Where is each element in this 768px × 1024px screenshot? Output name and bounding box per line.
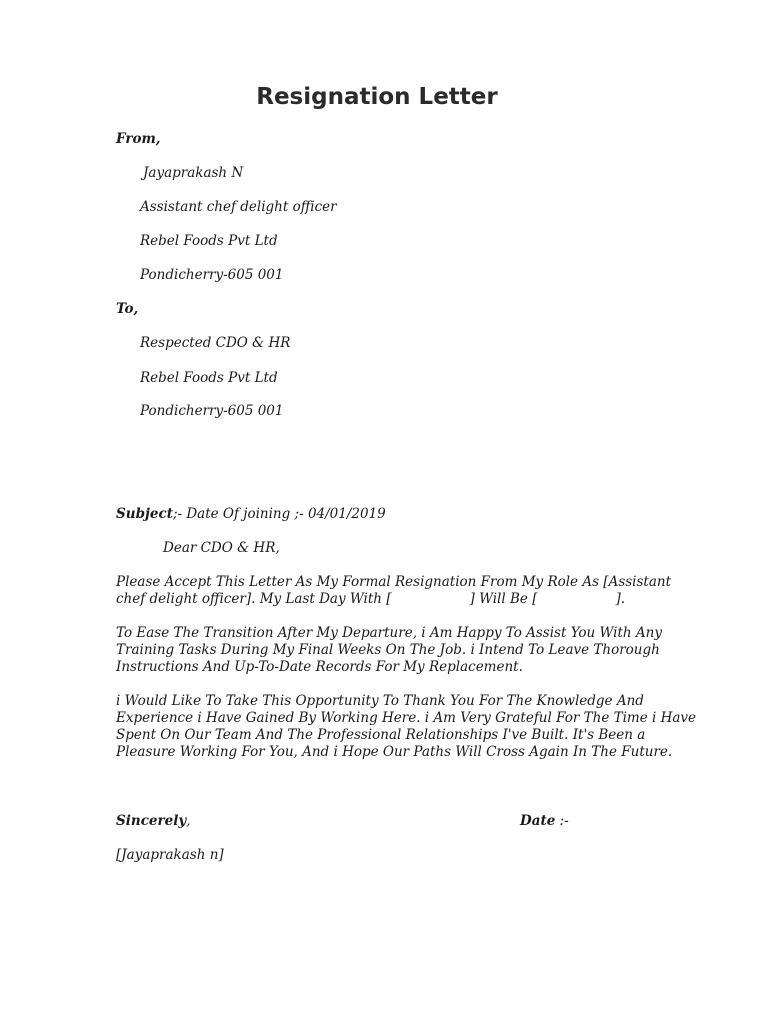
to-label: To, [116, 301, 139, 317]
salutation: Dear CDO & HR, [163, 540, 280, 556]
paragraph1-line2-c: ]. [615, 591, 626, 607]
paragraph3-line3: Spent On Our Team And The Professional Relationships I've Built. It's Been a [116, 727, 646, 743]
paragraph1-line2-b: ] Will Be [ [469, 591, 538, 607]
to-city: Pondicherry-605 001 [140, 403, 284, 419]
paragraph3-line2: Experience i Have Gained By Working Here. i Am Very Grateful For The Time i Have [116, 710, 697, 726]
to-company: Rebel Foods Pvt Ltd [140, 370, 278, 386]
from-designation: Assistant chef delight officer [140, 199, 337, 215]
paragraph1-line2-a: chef delight officer]. My Last Day With [ [116, 591, 392, 607]
date-suffix: :- [555, 813, 569, 829]
to-recipient: Respected CDO & HR [140, 335, 291, 351]
paragraph2-line3: Instructions And Up-To-Date Records For My Replacement. [116, 659, 523, 675]
paragraph2-line2: Training Tasks During My Final Weeks On The Job. i Intend To Leave Thorough [116, 642, 660, 658]
subject-line [116, 506, 386, 523]
subject-text: ;- Date Of joining ;- 04/01/2019 [172, 506, 386, 522]
from-city: Pondicherry-605 001 [140, 267, 284, 283]
sincerely-label: Sincerely [116, 813, 187, 829]
date-line [520, 813, 569, 830]
paragraph3-line4: Pleasure Working For You, And i Hope Our Paths Will Cross Again In The Future. [116, 744, 673, 760]
from-name: Jayaprakash N [143, 165, 244, 181]
date-label: Date [520, 813, 556, 829]
from-label: From, [116, 131, 161, 147]
paragraph1-line1: Please Accept This Letter As My Formal Resignation From My Role As [Assistant [116, 574, 672, 590]
paragraph3-line1: i Would Like To Take This Opportunity To Thank You For The Knowledge And [116, 693, 644, 709]
signature: [Jayaprakash n] [116, 847, 224, 863]
paragraph1-line2 [116, 591, 625, 608]
paragraph2-line1: To Ease The Transition After My Departure, i Am Happy To Assist You With Any [116, 625, 662, 641]
subject-label: Subject [116, 506, 173, 522]
closing-line [116, 813, 190, 830]
from-company: Rebel Foods Pvt Ltd [140, 233, 278, 249]
letter-title: Resignation Letter [256, 84, 498, 110]
sincerely-comma: , [186, 813, 191, 829]
